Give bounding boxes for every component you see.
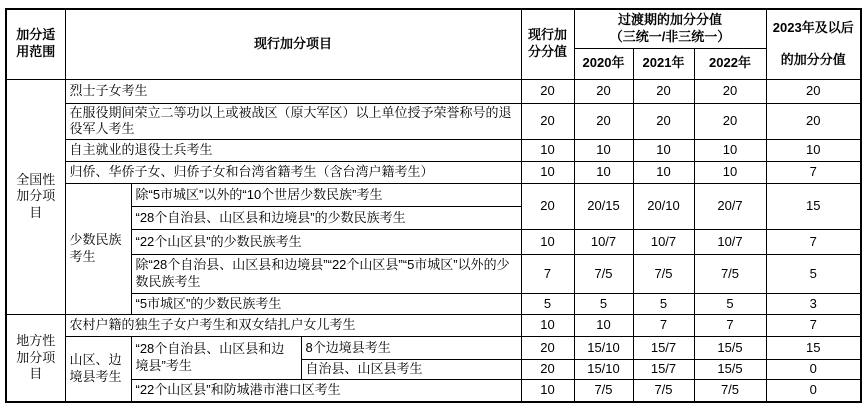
cell-2021: 5 xyxy=(633,294,694,315)
header-transition-period xyxy=(574,9,766,48)
cell-2020: 10 xyxy=(574,315,633,337)
cell-2020: 15/10 xyxy=(574,337,633,360)
header-transition-title: 过渡期的加分分值 xyxy=(617,11,722,27)
cell-after-2023: 7 xyxy=(766,162,861,184)
cell-current: 20 xyxy=(521,184,574,230)
cell-2020: 15/10 xyxy=(574,360,633,380)
cell-2022: 7 xyxy=(694,315,766,337)
cell-2022: 7/5 xyxy=(694,255,766,294)
header-transition-subtitle: （三统一/非三统一） xyxy=(609,28,731,44)
header-after-2023-line2: 的加分分值 xyxy=(780,51,846,67)
cell-after-2023: 15 xyxy=(766,337,861,360)
cell-2021: 15/7 xyxy=(633,337,694,360)
table-row xyxy=(6,337,861,360)
cell-2020: 7/5 xyxy=(574,255,633,294)
cell-2022: 15/5 xyxy=(694,337,766,360)
cell-2022: 10 xyxy=(694,140,766,162)
cell-after-2023: 7 xyxy=(766,315,861,337)
row-item: 烈士子女考生 xyxy=(65,79,521,103)
table-row xyxy=(6,380,861,402)
header-scope: 加分适用范围 xyxy=(6,9,65,79)
header-year-2020: 2020年 xyxy=(574,48,633,79)
cell-current: 20 xyxy=(521,103,574,140)
cell-2021: 10 xyxy=(633,162,694,184)
cell-after-2023: 5 xyxy=(766,255,861,294)
cell-current: 10 xyxy=(521,230,574,255)
row-item: “5市城区”的少数民族考生 xyxy=(131,294,521,315)
table-row xyxy=(6,162,861,184)
table-row xyxy=(6,184,861,207)
header-year-2022: 2022年 xyxy=(694,48,766,79)
cell-2022: 10/7 xyxy=(694,230,766,255)
cell-2021: 10/7 xyxy=(633,230,694,255)
header-current-items: 现行加分项目 xyxy=(65,9,521,79)
header-current-value: 现行加分分值 xyxy=(521,9,574,79)
cell-2021: 20 xyxy=(633,103,694,140)
cell-2020: 20 xyxy=(574,103,633,140)
table-row xyxy=(6,79,861,103)
cell-2022: 20 xyxy=(694,103,766,140)
group-national-label: 全国性加分项目 xyxy=(6,79,65,315)
cell-2020: 10 xyxy=(574,140,633,162)
cell-2022: 7/5 xyxy=(694,380,766,402)
row-item: 8个边境县考生 xyxy=(301,337,521,360)
cell-after-2023: 10 xyxy=(766,140,861,162)
row-item: 自主就业的退役士兵考生 xyxy=(65,140,521,162)
cell-after-2023: 20 xyxy=(766,103,861,140)
cell-2022: 20/7 xyxy=(694,184,766,230)
cell-current: 20 xyxy=(521,337,574,360)
cell-2022: 5 xyxy=(694,294,766,315)
table-row xyxy=(6,230,861,255)
cell-current: 20 xyxy=(521,79,574,103)
row-item: 除“28个自治县、山区县和边境县”“22个山区县”“5市城区”以外的少数民族考生 xyxy=(131,255,521,294)
cell-after-2023: 7 xyxy=(766,230,861,255)
table-row xyxy=(6,140,861,162)
cell-after-2023: 15 xyxy=(766,184,861,230)
cell-2020: 20 xyxy=(574,79,633,103)
cell-2021: 7/5 xyxy=(633,255,694,294)
cell-current: 7 xyxy=(521,255,574,294)
cell-after-2023: 0 xyxy=(766,360,861,380)
row-item: 除“5市城区”以外的“10个世居少数民族”考生 xyxy=(131,184,521,207)
row-item: 在服役期间荣立二等功以上或被战区（原大军区）以上单位授予荣誉称号的退役军人考生 xyxy=(65,103,521,140)
cell-2020: 5 xyxy=(574,294,633,315)
cell-after-2023: 20 xyxy=(766,79,861,103)
cell-2021: 20 xyxy=(633,79,694,103)
cell-current: 10 xyxy=(521,315,574,337)
row-item: “22个山区县”和防城港市港口区考生 xyxy=(131,380,521,402)
row-item: 农村户籍的独生子女户考生和双女结扎户女儿考生 xyxy=(65,315,521,337)
cell-2020: 20/15 xyxy=(574,184,633,230)
cell-2021: 20/10 xyxy=(633,184,694,230)
cell-2022: 10 xyxy=(694,162,766,184)
cell-2022: 15/5 xyxy=(694,360,766,380)
cell-after-2023: 0 xyxy=(766,380,861,402)
cell-2020: 10 xyxy=(574,162,633,184)
header-after-2023 xyxy=(766,9,861,79)
table-row xyxy=(6,315,861,337)
cell-2021: 10 xyxy=(633,140,694,162)
table-row xyxy=(6,294,861,315)
group-local-label: 地方性加分项目 xyxy=(6,315,65,402)
cell-after-2023: 3 xyxy=(766,294,861,315)
cell-2021: 7 xyxy=(633,315,694,337)
table-row xyxy=(6,255,861,294)
row-item: “22个山区县”的少数民族考生 xyxy=(131,230,521,255)
cell-2022: 20 xyxy=(694,79,766,103)
cell-2020: 10/7 xyxy=(574,230,633,255)
cell-current: 10 xyxy=(521,162,574,184)
cell-2020: 7/5 xyxy=(574,380,633,402)
bonus-points-table xyxy=(5,8,862,403)
cell-current: 5 xyxy=(521,294,574,315)
row-item: 自治县、山区县考生 xyxy=(301,360,521,380)
row-item: “28个自治县、山区县和边境县”的少数民族考生 xyxy=(131,207,521,230)
cell-current: 10 xyxy=(521,140,574,162)
header-after-2023-line1: 2023年及以后 xyxy=(772,19,854,35)
cell-2021: 7/5 xyxy=(633,380,694,402)
group-minority-label: 少数民族考生 xyxy=(65,184,131,315)
cell-current: 10 xyxy=(521,380,574,402)
row-item: 归侨、华侨子女、归侨子女和台湾省籍考生（含台湾户籍考生） xyxy=(65,162,521,184)
table-row xyxy=(6,103,861,140)
group-mountain-border-label: 山区、边境县考生 xyxy=(65,337,131,402)
header-year-2021: 2021年 xyxy=(633,48,694,79)
group-county28-label: “28个自治县、山区县和边境县”考生 xyxy=(131,337,301,380)
cell-2021: 15/7 xyxy=(633,360,694,380)
cell-current: 20 xyxy=(521,360,574,380)
